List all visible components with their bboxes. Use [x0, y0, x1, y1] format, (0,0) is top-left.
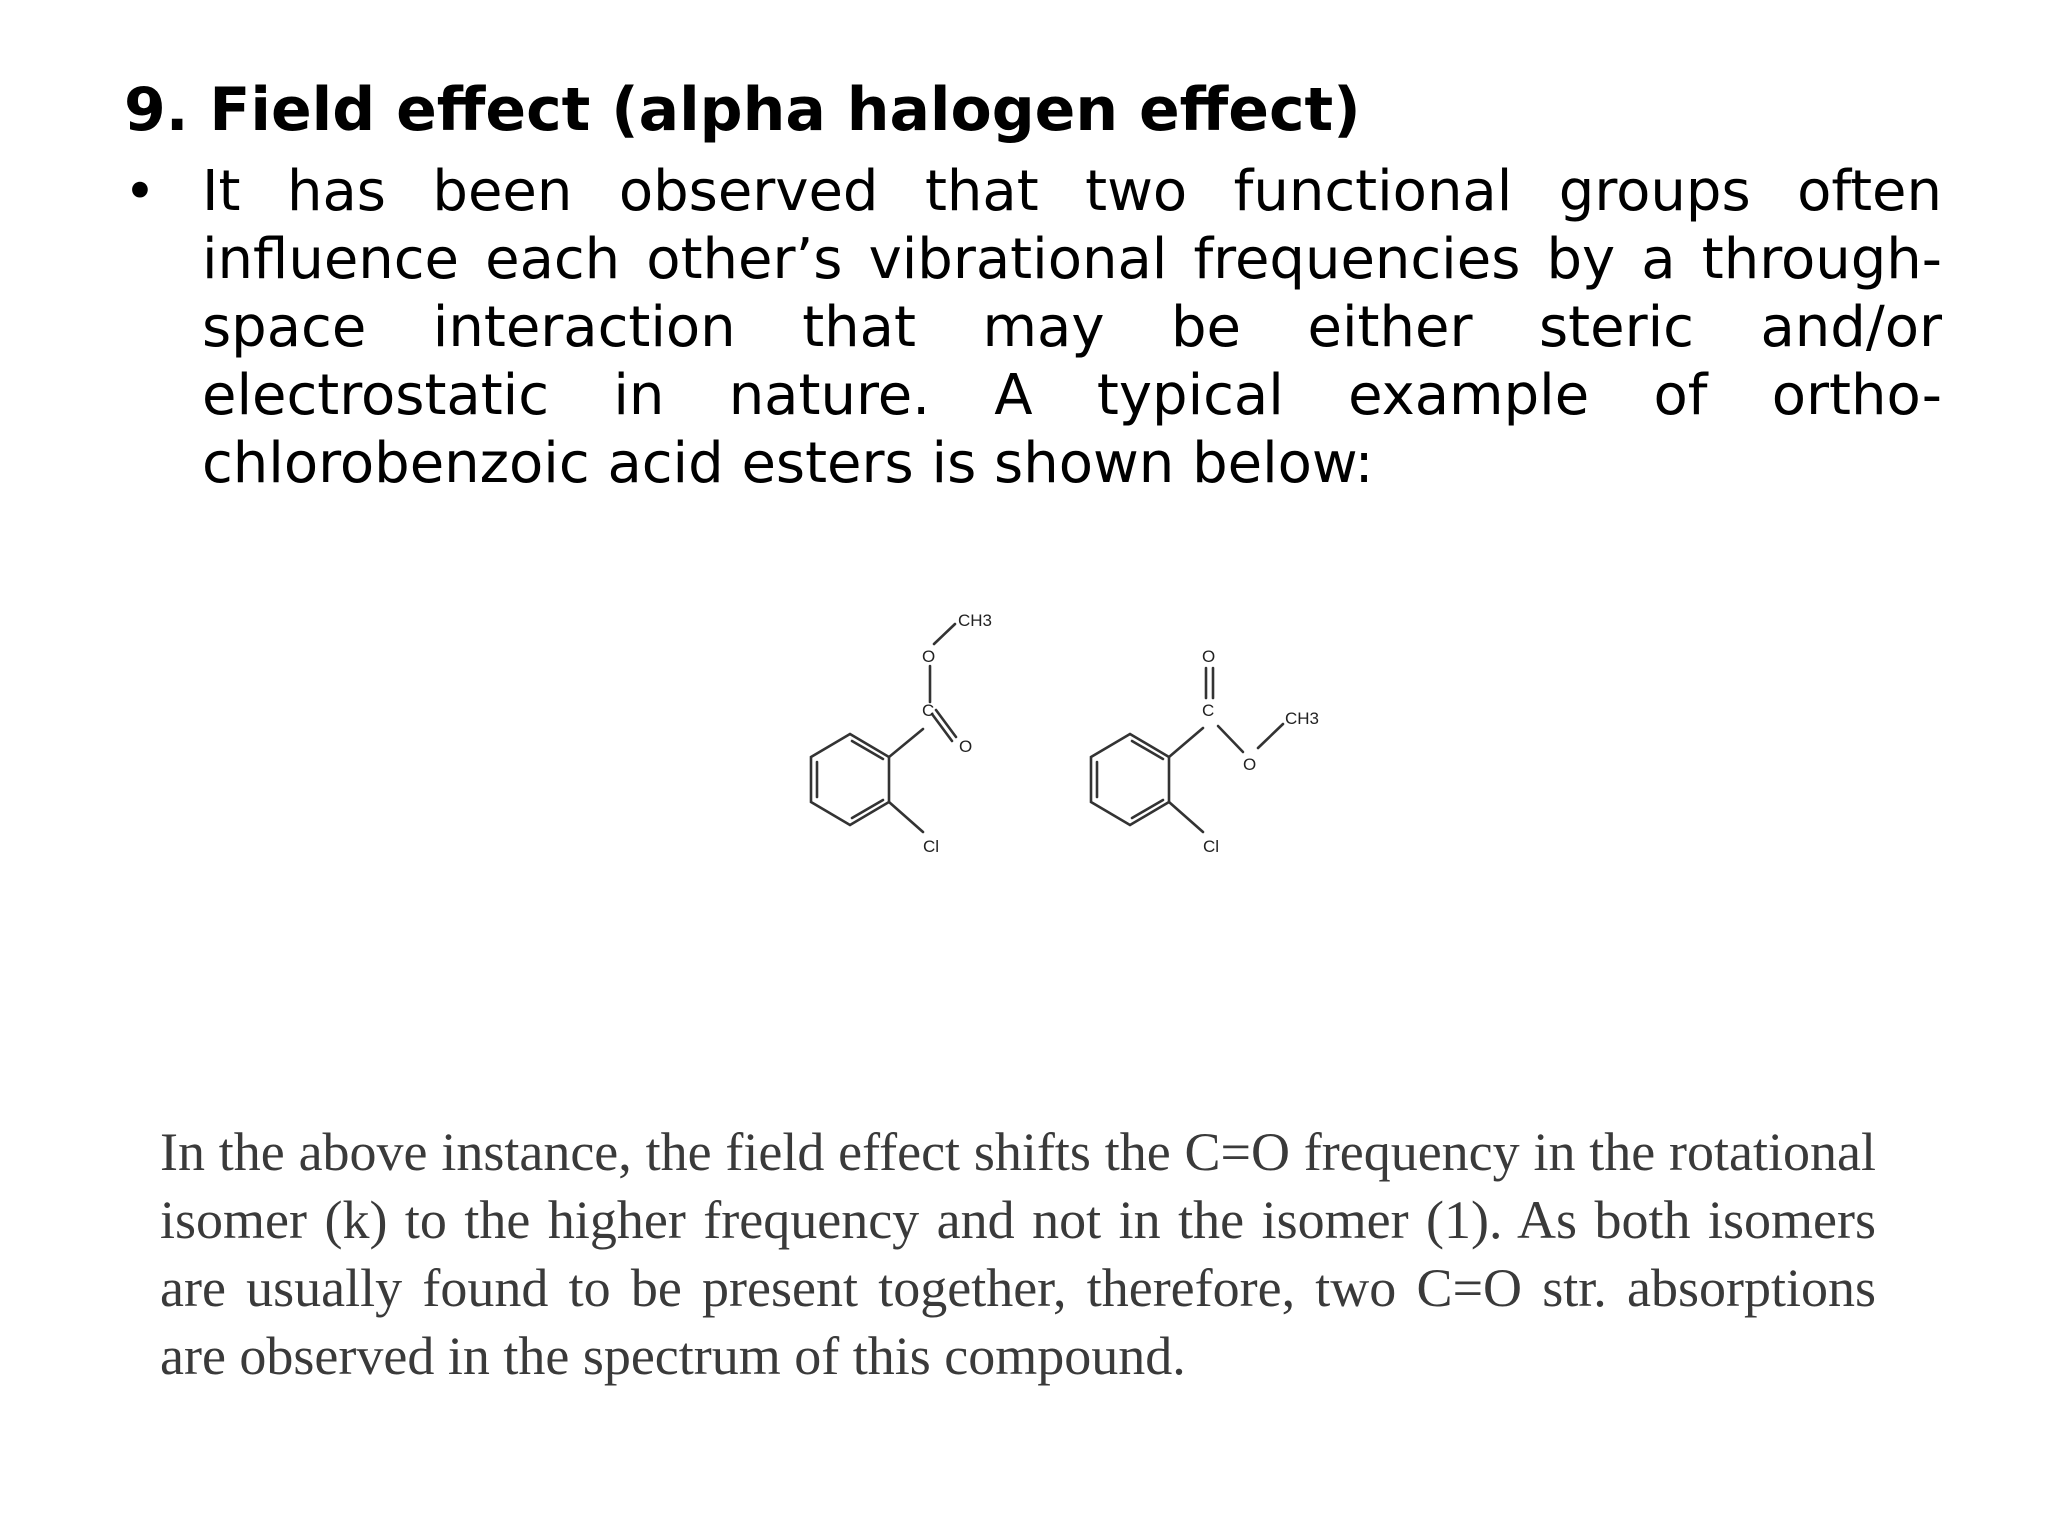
slide-title: 9. Field effect (alpha halogen effect) — [124, 75, 1361, 145]
isomer-1-chlorine: Cl — [1203, 837, 1220, 856]
bullet-dot: • — [124, 160, 156, 223]
isomer-1-ester-oxygen: O — [1243, 755, 1257, 774]
isomer-k-structure — [811, 611, 992, 856]
chemical-structures-figure — [680, 596, 1400, 916]
bullet-point — [124, 158, 1944, 498]
isomer-k-chlorine: Cl — [923, 837, 940, 856]
bullet-text: It has been observed that two functional groups often influence each other’s vibrational frequencies by a through-space interaction that may be either steric and/or electrostatic in nature. A typical example of ortho-chlorobenzoic acid esters is shown below: — [202, 159, 1942, 496]
structures-svg — [680, 596, 1400, 916]
isomer-1-structure — [1091, 647, 1319, 856]
isomer-1-methyl: CH3 — [1285, 709, 1320, 728]
isomer-k-methyl: CH3 — [958, 611, 993, 630]
isomer-1-carbonyl-oxygen: O — [1202, 647, 1216, 666]
isomer-k-ester-oxygen: O — [922, 647, 936, 666]
isomer-1-carbon: C — [1202, 701, 1215, 720]
isomer-k-carbon: C — [922, 701, 935, 720]
caption-paragraph: In the above instance, the field effect shifts the C=O frequency in the rotational isomer (k) to the higher frequency and not in the isomer (1). As both isomers are usually found to be present together, therefore, two C=O str. absorptions are observed in the spectrum of this compound. — [160, 1122, 1876, 1386]
isomer-k-benzene-ring — [811, 734, 889, 825]
isomer-1-benzene-ring — [1091, 734, 1169, 825]
isomer-k-carbonyl-oxygen: O — [959, 737, 973, 756]
